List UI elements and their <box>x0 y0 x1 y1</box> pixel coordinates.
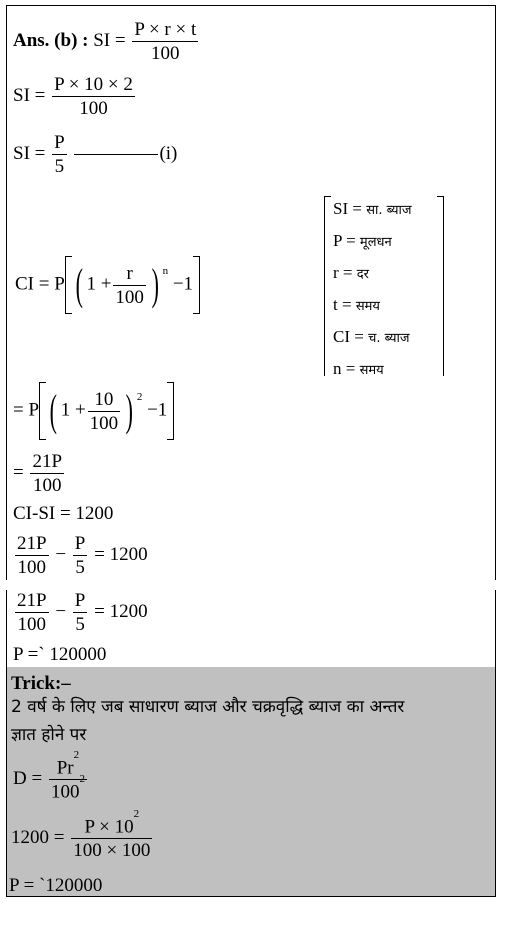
fraction: $\frac{P}{5}$ <box>74 533 86 578</box>
fraction: $\frac{21P}{100}$ <box>17 590 47 635</box>
formula-si-general: Ans. (b) : SI = $\frac{P \times r \times t}{100}$ <box>13 19 197 64</box>
difference-equation-2: $\frac{21P}{100}$ − $\frac{P}{5}$ = 1200 <box>17 590 148 635</box>
fraction: $\frac{P}{5}$ <box>74 590 86 635</box>
trick-text-line-2: ज्ञात होने पर <box>11 725 87 745</box>
fraction: $\frac{P \times r \times t}{100}$ <box>134 19 197 64</box>
fraction: $\frac{21P}{100}$ <box>32 451 63 496</box>
legend-item: SI = सा. ब्याज <box>333 199 412 218</box>
fraction: $\frac{P}{5}$ <box>54 132 65 177</box>
formula-ci-general: CI = P ( 1 + $\frac{r}{100}$ ) $^n$ −1 <box>15 256 200 314</box>
formula-si-values: SI = $\frac{P \times 10 \times 2}{100}$ <box>13 74 133 119</box>
legend-box <box>324 196 444 376</box>
dash-line <box>74 154 158 155</box>
fraction: $\frac{21P}{100}$ <box>17 533 47 578</box>
answer-label: Ans. (b) : <box>13 29 89 51</box>
difference-equation-1: $\frac{21P}{100}$ − $\frac{P}{5}$ = 1200 <box>17 533 148 578</box>
solution-box <box>6 5 496 897</box>
legend-item: t = समय <box>333 295 380 314</box>
left-paren: ( <box>49 386 58 435</box>
legend-item: r = दर <box>333 263 369 282</box>
right-paren: ) <box>125 386 134 435</box>
trick-title: Trick:– <box>11 673 71 694</box>
fraction: $\frac{P \times 10^2}{100 \times 100}$ <box>73 808 151 862</box>
result-principal: P =` 120000 <box>13 644 107 665</box>
fraction: $\frac{10}{100}$ <box>89 388 119 434</box>
fraction: $\frac{Pr^2}{100^2}$ <box>50 749 85 803</box>
formula-si-result: SI = $\frac{P}{5}$ (i) <box>13 132 178 177</box>
trick-formula: D = $\frac{Pr^2}{100^2}$ <box>13 749 85 803</box>
difference-line: CI-SI = 1200 <box>13 503 114 524</box>
legend-item: n = समय <box>333 359 384 378</box>
legend-item: P = मूलधन <box>333 231 392 250</box>
trick-formula-values: 1200 = $\frac{P \times 10^2}{100 \times 100}$ <box>11 808 151 862</box>
left-paren: ( <box>75 260 83 309</box>
trick-result: P = `120000 <box>9 875 103 896</box>
left-bracket <box>65 256 72 314</box>
fraction: $\frac{r}{100}$ <box>115 262 144 308</box>
right-bracket <box>193 256 200 314</box>
formula-ci-result: = $\frac{21P}{100}$ <box>13 451 63 496</box>
left-bracket <box>39 382 46 440</box>
legend-item: CI = च. ब्याज <box>333 327 410 346</box>
right-bracket <box>167 382 174 440</box>
trick-section <box>7 667 495 896</box>
fraction: $\frac{P \times 10 \times 2}{100}$ <box>54 74 133 119</box>
right-paren: ) <box>151 260 159 309</box>
formula-ci-values: = P ( 1 + $\frac{10}{100}$ ) $^2$ −1 <box>13 382 174 440</box>
trick-text-line-1: 2 वर्ष के लिए जब साधारण ब्याज और चक्रवृद्धि ब्याज का अन्तर <box>11 697 405 717</box>
